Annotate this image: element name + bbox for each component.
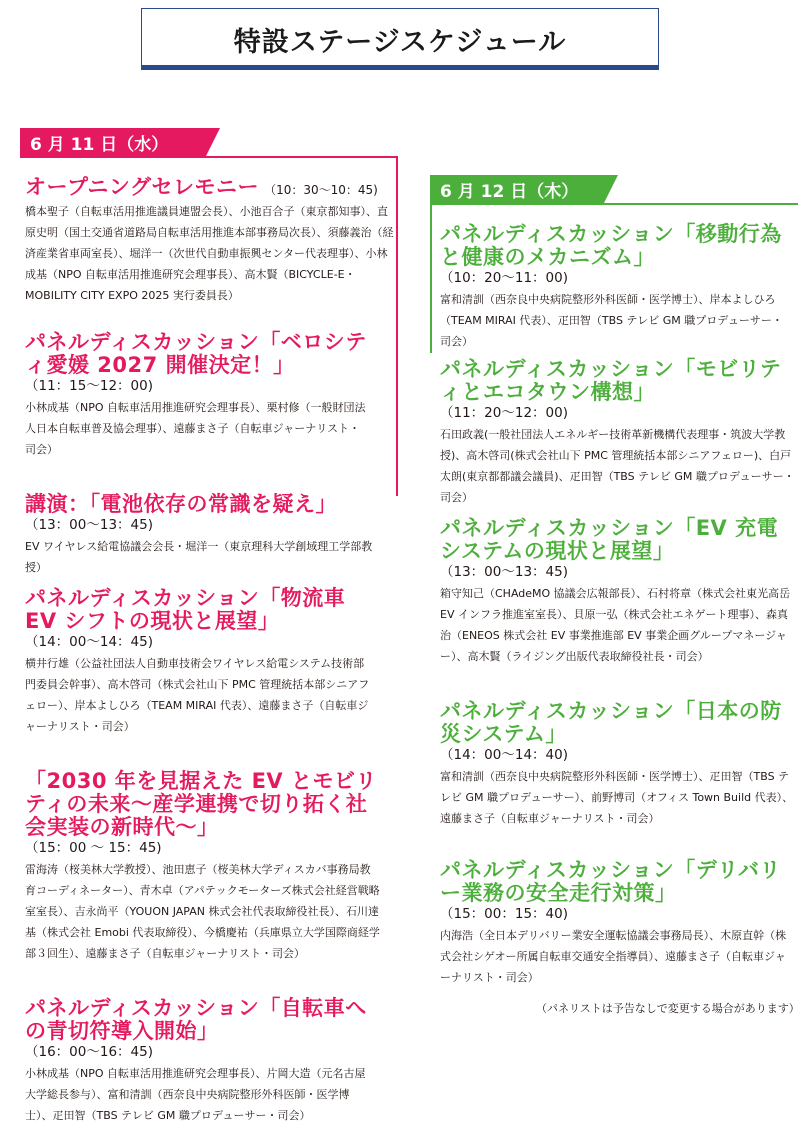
- panelist-change-note: （パネリストは予告なしで変更する場合があります）: [536, 1002, 800, 1015]
- day2-event-1: [440, 223, 785, 352]
- day2-event-5: [440, 859, 795, 988]
- event-desc: 小林成基（NPO 自転車活用推進研究会理事長）、片岡大造（元名古屋大学総長参与）、富和清訓（西奈良中央病院整形外科医師・医学博士）、疋田智（TBS テレビ GM 職プロデューサー・司会）: [25, 1067, 366, 1122]
- event-desc: 内海浩（全日本デリバリー業安全運転協議会事務局長）、木原直幹（株式会社シゲオー所属自転車交通安全指導員）、遠藤まさ子（自転車ジャーナリスト・司会）: [440, 929, 787, 984]
- page-title-box: [141, 8, 659, 70]
- event-desc: 箱守知己（CHAdeMO 協議会広報部長）、石村将章（株式会社東光高岳 EV インフラ推進室室長）、貝原一弘（株式会社エネゲート理事）、森真治（ENEOS 株式会社 EV 事業推進部 EV 事業企画グループマネージャー）、高木賢（ライジング出版代表取締役社長・司会）: [440, 587, 791, 663]
- event-time: （15：00 〜 15：45): [25, 840, 162, 856]
- day1-event-6: [25, 997, 375, 1126]
- event-desc: 横井行雄（公益社団法人自動車技術会ワイヤレス給電システム技術部門委員会幹事）、高木啓司（株式会社山下 PMC 管理統括本部シニアフェロー）、岸本よしひろ（TEAM MIRAI 代表）、遠藤まさ子（自転車ジャーナリスト・司会）: [25, 657, 370, 733]
- day2-event-2: [440, 358, 795, 508]
- day1-event-1: [25, 176, 395, 306]
- event-time: （14：00〜14：40): [440, 747, 568, 763]
- event-title: パネルディスカッション「ベロシティ愛媛 2027 開催決定！」: [25, 330, 367, 377]
- event-time: （14：00〜14：45): [25, 634, 153, 650]
- event-title: パネルディスカッション「モビリティとエコタウン構想」: [440, 357, 782, 404]
- event-time: （15：00：15：40): [440, 906, 568, 922]
- event-title: パネルディスカッション「自転車への青切符導入開始」: [25, 996, 367, 1043]
- day2-tab: [430, 175, 604, 203]
- event-desc: 小林成基（NPO 自転車活用推進研究会理事長）、栗村修（一般財団法人日本自転車普及協会理事）、遠藤まさ子（自転車ジャーナリスト・司会）: [25, 401, 366, 456]
- event-title: パネルディスカッション「移動行為と健康のメカニズム」: [440, 222, 782, 269]
- event-time: （10：20〜11：00): [440, 270, 568, 286]
- event-title: パネルディスカッション「日本の防災システム」: [440, 699, 782, 746]
- day1-column: [20, 128, 398, 1122]
- day1-event-5: [25, 770, 380, 964]
- day2-event-3: [440, 517, 795, 667]
- event-title: 講演：「電池依存の常識を疑え」: [25, 492, 337, 516]
- day1-event-3: [25, 493, 385, 578]
- day1-event-2: [25, 331, 370, 460]
- page-title: 特設ステージスケジュール: [233, 26, 567, 58]
- event-title: 「2030 年を見据えた EV とモビリティの未来〜産学連携で切り拓く社会実装の新時代〜」: [25, 769, 377, 839]
- event-time: （16：00〜16：45): [25, 1044, 153, 1060]
- event-time: （13：00〜13：45): [25, 517, 153, 533]
- day1-tab: [20, 128, 206, 156]
- event-time: （13：00〜13：45): [440, 564, 568, 580]
- event-desc: 富和清訓（西奈良中央病院整形外科医師・医学博士）、岸本よしひろ（TEAM MIRAI 代表）、疋田智（TBS テレビ GM 職プロデューサー・司会）: [440, 293, 783, 348]
- event-title: オープニングセレモニー: [25, 175, 259, 199]
- event-time: （10：30〜10：45): [264, 183, 378, 197]
- event-desc: 富和清訓（西奈良中央病院整形外科医師・医学博士）、疋田智（TBS テレビ GM 職プロデューサー）、前野博司（オフィス Town Build 代表）、遠藤まさ子（自転車ジャーナリスト・司会）: [440, 770, 794, 825]
- day2-column: [430, 175, 798, 984]
- event-desc: EV ワイヤレス給電協議会会長・堀洋一（東京理科大学創域理工学部教授）: [25, 540, 373, 574]
- event-time: （11：20〜12：00): [440, 405, 568, 421]
- event-title: パネルディスカッション「デリバリー業務の安全走行対策」: [440, 858, 782, 905]
- day2-event-4: [440, 700, 795, 829]
- day2-label: 6 月 12 日（木）: [440, 181, 579, 202]
- title-underline: [142, 65, 658, 69]
- event-desc: 橋本聖子（自転車活用推進議員連盟会長）、小池百合子（東京都知事）、直原史明（国土交通省道路局自転車活用推進本部事務局次長）、須藤義治（経済産業省車両室長）、堀洋一（次世代自動車振興センター代表理事）、小林成基（NPO 自転車活用推進研究会理事長）、高木賢（BICYCLE-E・MOBILITY CITY EXPO 2025 実行委員長）: [25, 205, 394, 302]
- event-desc: 石田政義(一般社団法人エネルギー技術革新機構代表理事・筑波大学教授)、高木啓司(株式会社山下 PMC 管理統括本部シニアフェロー)、白戸太朗(東京都都議会議員)、疋田智（TBS テレビ GM 職プロデューサー・司会）: [440, 428, 795, 504]
- event-title: パネルディスカッション「EV 充電システムの現状と展望」: [440, 516, 779, 563]
- event-desc: 雷海涛（桜美林大学教授）、池田恵子（桜美林大学ディスカバ事務局教育コーディネーター）、青木卓（アパテックモーターズ株式会社経営戦略室室長）、吉永尚平（YOUON JAPAN 株式会社代表取締役社長）、石川達基（株式会社 Emobi 代表取締役）、今橋慶祐（兵庫県立大学国際商経学部３回生）、遠藤まさ子（自転車ジャーナリスト・司会）: [25, 863, 380, 960]
- event-time: （11：15〜12：00): [25, 378, 153, 394]
- event-title: パネルディスカッション「物流車 EV シフトの現状と展望」: [25, 586, 346, 633]
- day1-event-4: [25, 587, 375, 737]
- day1-label: 6 月 11 日（水）: [30, 134, 169, 155]
